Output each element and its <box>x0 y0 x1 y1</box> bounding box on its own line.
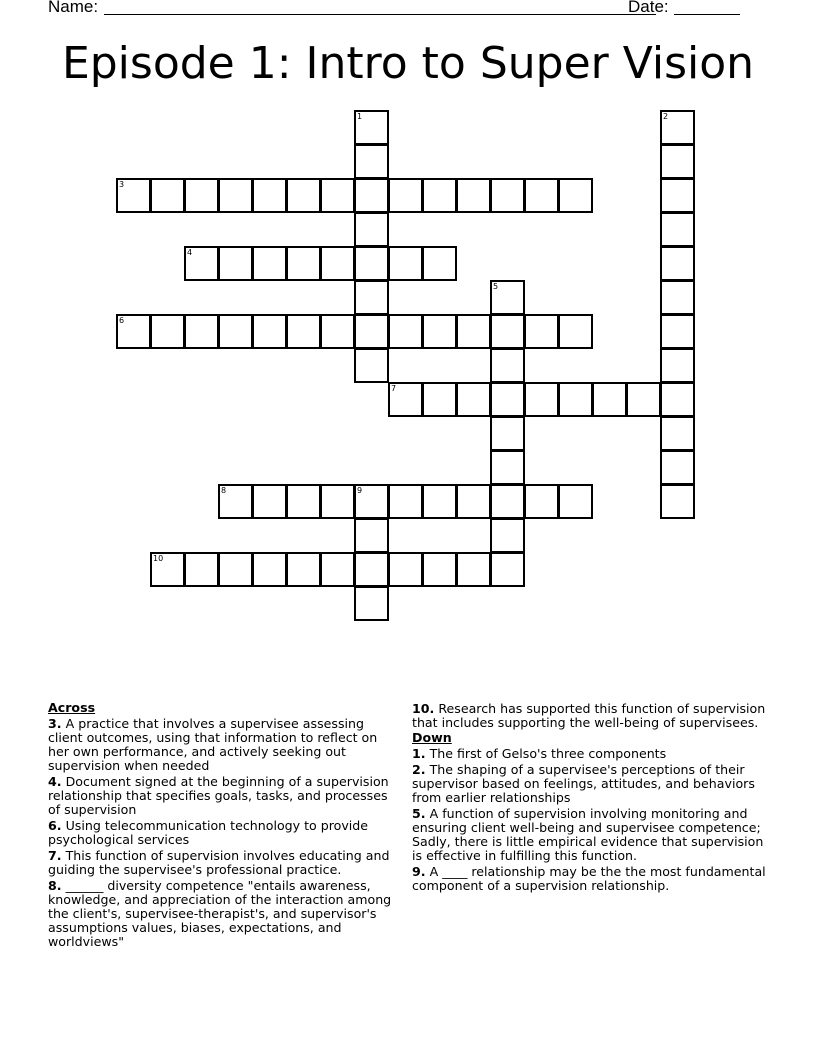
grid-cell[interactable] <box>320 552 355 587</box>
grid-cell[interactable] <box>660 246 695 281</box>
grid-cell[interactable] <box>660 314 695 349</box>
grid-cell[interactable] <box>252 314 287 349</box>
clue-text: A practice that involves a supervisee assessing client outcomes, using that information to reflect on her own performance, and actively seeking out supervision when needed <box>48 716 378 773</box>
grid-cell[interactable] <box>422 484 457 519</box>
grid-cell[interactable] <box>218 552 253 587</box>
grid-cell[interactable] <box>490 314 525 349</box>
grid-cell[interactable] <box>252 484 287 519</box>
grid-cell[interactable] <box>388 552 423 587</box>
grid-cell[interactable] <box>218 178 253 213</box>
grid-cell[interactable] <box>354 246 389 281</box>
grid-cell[interactable] <box>592 382 627 417</box>
grid-cell[interactable] <box>626 382 661 417</box>
grid-cell[interactable] <box>422 178 457 213</box>
clue-text: A ____ relationship may be the the most fundamental component of a supervision relationship. <box>412 864 766 893</box>
grid-cell[interactable] <box>354 144 389 179</box>
grid-cell[interactable] <box>524 484 559 519</box>
grid-cell[interactable] <box>490 450 525 485</box>
grid-cell[interactable] <box>490 416 525 451</box>
clue-number-label: 6 <box>119 316 125 325</box>
clue-across-6 <box>48 819 400 847</box>
page-title: Episode 1: Intro to Super Vision <box>61 38 755 89</box>
grid-cell[interactable] <box>184 314 219 349</box>
clue-across-3 <box>48 717 400 773</box>
grid-cell[interactable] <box>218 314 253 349</box>
grid-cell[interactable] <box>388 246 423 281</box>
clue-number: 10. <box>412 701 435 716</box>
grid-cell[interactable] <box>354 518 389 553</box>
grid-cell[interactable] <box>660 178 695 213</box>
clue-number-label: 9 <box>357 486 363 495</box>
date-label: Date: <box>628 0 669 16</box>
grid-cell[interactable] <box>116 314 151 349</box>
clue-across-10 <box>412 702 772 730</box>
grid-cell[interactable] <box>490 280 525 315</box>
clue-number-label: 2 <box>663 112 669 121</box>
grid-cell[interactable] <box>422 314 457 349</box>
clue-number-label: 7 <box>391 384 397 393</box>
grid-cell[interactable] <box>422 382 457 417</box>
grid-cell[interactable] <box>354 212 389 247</box>
grid-cell[interactable] <box>286 178 321 213</box>
grid-cell[interactable] <box>116 178 151 213</box>
grid-cell[interactable] <box>524 314 559 349</box>
grid-cell[interactable] <box>456 314 491 349</box>
grid-cell[interactable] <box>558 484 593 519</box>
grid-cell[interactable] <box>320 314 355 349</box>
grid-cell[interactable] <box>490 518 525 553</box>
grid-cell[interactable] <box>354 314 389 349</box>
grid-cell[interactable] <box>456 484 491 519</box>
grid-cell[interactable] <box>354 178 389 213</box>
clue-number: 2. <box>412 762 426 777</box>
grid-cell[interactable] <box>354 348 389 383</box>
clue-down-5 <box>412 807 772 863</box>
grid-cell[interactable] <box>320 178 355 213</box>
clue-number: 3. <box>48 716 62 731</box>
clue-down-9 <box>412 865 772 893</box>
grid-cell[interactable] <box>286 484 321 519</box>
clue-text: Using telecommunication technology to provide psychological services <box>48 818 369 847</box>
grid-cell[interactable] <box>252 178 287 213</box>
clue-down-2 <box>412 763 772 805</box>
clue-number: 9. <box>412 864 426 879</box>
down-heading: Down <box>412 730 452 745</box>
grid-cell[interactable] <box>660 450 695 485</box>
grid-cell[interactable] <box>150 178 185 213</box>
grid-cell[interactable] <box>388 484 423 519</box>
grid-cell[interactable] <box>558 178 593 213</box>
grid-cell[interactable] <box>252 552 287 587</box>
grid-cell[interactable] <box>490 178 525 213</box>
grid-cell[interactable] <box>388 314 423 349</box>
clue-number: 4. <box>48 774 62 789</box>
clue-text: ______ diversity competence "entails awareness, knowledge, and appreciation of the interaction among the client's, supervisee-therapist's, and supervisor's assumptions values, biases, expectations, and worldviews" <box>48 878 392 949</box>
grid-cell[interactable] <box>218 246 253 281</box>
grid-cell[interactable] <box>456 178 491 213</box>
grid-cell[interactable] <box>422 552 457 587</box>
grid-cell[interactable] <box>524 178 559 213</box>
clue-text: Document signed at the beginning of a supervision relationship that specifies goals, tasks, and processes of supervision <box>48 774 389 817</box>
grid-cell[interactable] <box>354 552 389 587</box>
grid-cell[interactable] <box>184 552 219 587</box>
clue-across-4 <box>48 775 400 817</box>
clue-text: The shaping of a supervisee's perceptions of their supervisor based on feelings, attitudes, and behaviors from earlier relationships <box>412 762 755 805</box>
clue-number-label: 5 <box>493 282 499 291</box>
grid-cell[interactable] <box>660 416 695 451</box>
grid-cell[interactable] <box>320 484 355 519</box>
clue-number: 6. <box>48 818 62 833</box>
grid-cell[interactable] <box>286 314 321 349</box>
grid-cell[interactable] <box>490 484 525 519</box>
grid-cell[interactable] <box>184 246 219 281</box>
clue-number: 8. <box>48 878 62 893</box>
across-heading: Across <box>48 700 96 715</box>
clue-text: The first of Gelso's three components <box>429 746 667 761</box>
grid-cell[interactable] <box>660 144 695 179</box>
clue-down-1 <box>412 747 772 761</box>
grid-cell[interactable] <box>660 212 695 247</box>
clue-number-label: 3 <box>119 180 125 189</box>
grid-cell[interactable] <box>354 280 389 315</box>
grid-cell[interactable] <box>558 314 593 349</box>
grid-cell[interactable] <box>286 552 321 587</box>
grid-cell[interactable] <box>456 552 491 587</box>
grid-cell[interactable] <box>660 382 695 417</box>
grid-cell[interactable] <box>490 552 525 587</box>
grid-cell[interactable] <box>184 178 219 213</box>
grid-cell[interactable] <box>660 110 695 145</box>
grid-cell[interactable] <box>150 552 185 587</box>
grid-cell[interactable] <box>354 110 389 145</box>
clue-text: This function of supervision involves educating and guiding the supervisee's professional practice. <box>48 848 390 877</box>
grid-cell[interactable] <box>218 484 253 519</box>
clue-number-label: 10 <box>153 554 164 563</box>
grid-cell[interactable] <box>456 382 491 417</box>
grid-cell[interactable] <box>422 246 457 281</box>
grid-cell[interactable] <box>490 382 525 417</box>
grid-cell[interactable] <box>354 586 389 621</box>
clue-across-7 <box>48 849 400 877</box>
clue-across-8 <box>48 879 400 949</box>
grid-cell[interactable] <box>524 382 559 417</box>
clue-text: A function of supervision involving monitoring and ensuring client well-being and supervisee competence; Sadly, there is little empirical evidence that supervision is effective in fulfilling this function. <box>412 806 764 863</box>
grid-cell[interactable] <box>388 178 423 213</box>
name-label: Name: <box>48 0 99 16</box>
grid-cell[interactable] <box>354 484 389 519</box>
grid-cell[interactable] <box>388 382 423 417</box>
clue-number: 1. <box>412 746 426 761</box>
grid-cell[interactable] <box>320 246 355 281</box>
grid-cell[interactable] <box>558 382 593 417</box>
grid-cell[interactable] <box>252 246 287 281</box>
clue-number-label: 4 <box>187 248 193 257</box>
clue-number: 7. <box>48 848 62 863</box>
clue-text: Research has supported this function of supervision that includes supporting the well-being of supervisees. <box>412 701 766 730</box>
grid-cell[interactable] <box>660 280 695 315</box>
clues-left-column <box>48 700 400 949</box>
grid-cell[interactable] <box>150 314 185 349</box>
grid-cell[interactable] <box>660 348 695 383</box>
grid-cell[interactable] <box>660 484 695 519</box>
grid-cell[interactable] <box>286 246 321 281</box>
clues-right-column <box>412 700 772 893</box>
clue-number-label: 1 <box>357 112 363 121</box>
clue-number-label: 8 <box>221 486 227 495</box>
grid-cell[interactable] <box>490 348 525 383</box>
clue-number: 5. <box>412 806 426 821</box>
